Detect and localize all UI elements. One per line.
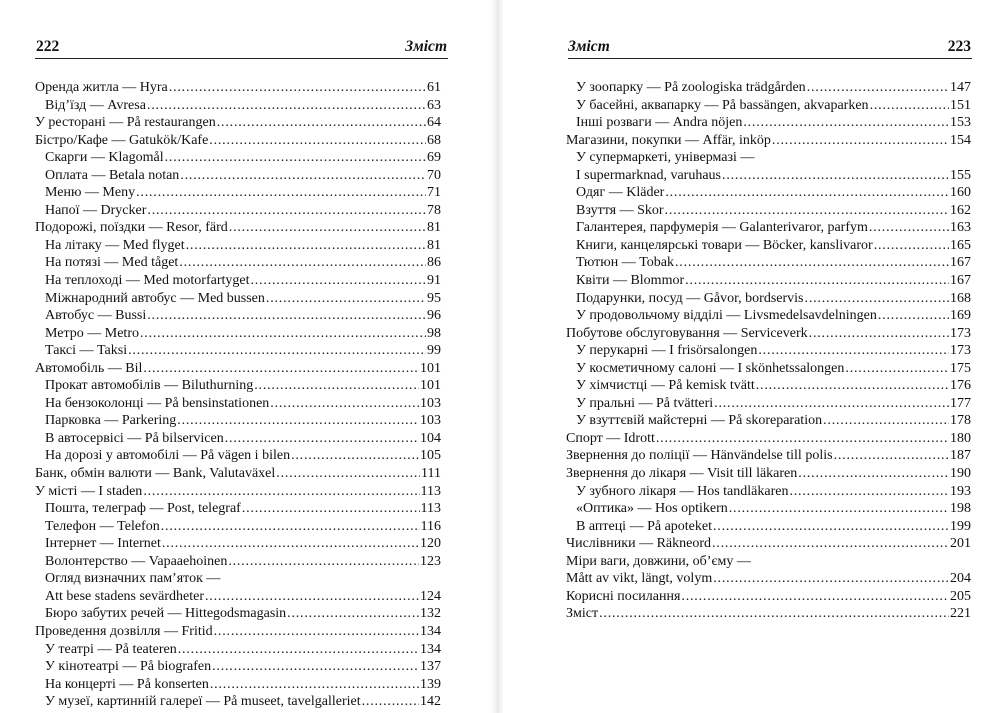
dot-leader [254,377,419,395]
toc-entry-label: Взуття — Skor [576,202,664,218]
dot-leader [180,167,426,185]
toc-entry-page: 180 [950,430,971,446]
dot-leader [143,360,419,378]
toc-entry-label: Зміст [566,606,599,622]
dot-leader [712,535,949,553]
toc-entry-page: 120 [420,536,441,552]
dot-leader [685,272,949,290]
toc-entry-page: 167 [950,255,971,271]
toc-entry-page: 142 [420,694,441,710]
page-number: 222 [36,38,60,55]
toc-entry-label: У косметичному салоні — I skönhetssalongen [576,360,845,376]
toc-entry [566,219,971,237]
toc-entry-label: Міри ваги, довжини, об’єму — [566,553,751,569]
toc-entry [566,97,971,115]
toc-entry [35,290,441,308]
toc-entry-page: 155 [950,167,971,183]
toc-entry-label: Подорожі, поїздки — Resor, färd [35,220,228,236]
toc-entry-page: 99 [427,343,441,359]
toc-entry [35,570,441,588]
toc-entry-label: Галантерея, парфумерія — Galanterivaror, parfym [576,220,868,236]
toc-entry-label: Автомобіль — Bil [35,360,143,376]
dot-leader [743,114,949,132]
dot-leader [186,237,426,255]
toc-entry-label: Пошта, телеграф — Post, telegraf [45,501,241,517]
dot-leader [161,518,420,536]
toc-entry [35,623,441,641]
dot-leader [225,430,419,448]
toc-entry [566,202,971,220]
toc-entry-page: 81 [427,237,441,253]
toc-entry [566,430,971,448]
toc-entry [35,430,441,448]
toc-list [566,79,971,623]
toc-entry-label: Банк, обмін валюти — Bank, Valutaväxel [35,466,276,482]
toc-entry [566,132,971,150]
toc-entry-label: Звернення до поліції — Hänvändelse till polis [566,448,833,464]
dot-leader [834,447,949,465]
toc-entry-page: 199 [950,518,971,534]
toc-entry [566,447,971,465]
dot-leader [209,132,426,150]
toc-entry [566,500,971,518]
toc-entry [35,342,441,360]
dot-leader [205,588,419,606]
toc-entry-page: 134 [420,623,441,639]
toc-entry-page: 86 [427,255,441,271]
dot-leader [291,447,419,465]
toc-entry-label: Одяг — Kläder [576,185,665,201]
toc-entry-page: 61 [427,80,441,95]
toc-entry [35,254,441,272]
toc-entry-page: 123 [420,553,441,569]
toc-entry-label: Проведення дозвілля — Fritid [35,623,213,639]
toc-entry [35,219,441,237]
toc-entry [566,588,971,606]
toc-entry-label: Від’їзд — Avresa [45,97,146,113]
toc-list [35,79,441,711]
toc-entry-page: 205 [950,588,971,604]
toc-entry [35,184,441,202]
dot-leader [758,342,949,360]
dot-leader [874,237,949,255]
dot-leader [162,535,419,553]
toc-entry-page: 105 [420,448,441,464]
toc-entry-page: 91 [427,273,441,289]
toc-entry-label: У взуттєвій майстерні — På skoreparation [576,413,823,429]
toc-entry-label: Автобус — Bussi [45,308,147,324]
dot-leader [714,395,949,413]
toc-entry [566,79,971,97]
dot-leader [210,676,419,694]
toc-entry [35,377,441,395]
toc-entry [35,395,441,413]
toc-entry [35,202,441,220]
toc-entry [566,237,971,255]
dot-leader [143,483,419,501]
toc-entry [35,167,441,185]
toc-entry-page: 64 [427,115,441,131]
toc-entry-label: Магазини, покупки — Affär, inköp [566,132,771,148]
dot-leader [178,641,419,659]
toc-entry-label: Подарунки, посуд — Gåvor, bordservis [576,290,804,306]
toc-entry [35,272,441,290]
dot-leader [266,290,426,308]
toc-entry-page: 78 [427,202,441,218]
toc-entry-label: У басейні, аквапарку — På bassängen, akvaparken [576,97,869,113]
toc-entry [566,605,971,623]
toc-entry-label: Метро — Metro [45,325,139,341]
toc-entry [35,500,441,518]
header-rule [35,58,448,59]
toc-entry [35,447,441,465]
toc-entry [35,325,441,343]
toc-entry-page: 147 [950,80,971,95]
toc-entry-page: 198 [950,501,971,517]
toc-entry-page: 175 [950,360,971,376]
toc-entry-label: Книги, канцелярські товари — Böcker, kanslivaror [576,237,873,253]
toc-entry-page: 163 [950,220,971,236]
toc-entry-page: 98 [427,325,441,341]
dot-leader [276,465,420,483]
toc-entry-label: Міжнародний автобус — Med bussen [45,290,265,306]
toc-entry-page: 176 [950,378,971,394]
dot-leader [870,97,949,115]
dot-leader [681,588,949,606]
toc-entry-label: У зоопарку — På zoologiska trädgården [576,80,806,95]
running-title: Зміст [568,38,610,55]
toc-entry-page: 137 [420,659,441,675]
toc-entry [35,360,441,378]
toc-entry-label: У пральні — På tvätteri [576,395,714,411]
toc-entry-label: Телефон — Telefon [45,518,160,534]
toc-entry-label: «Оптика» — Hos optikern [576,501,728,517]
toc-entry-label: Побутове обслуговування — Serviceverk [566,325,808,341]
toc-entry-page: 113 [420,483,441,499]
toc-entry-label: Меню — Meny [45,185,136,201]
dot-leader [177,412,419,430]
toc-entry-label: Тютюн — Tobak [576,255,674,271]
toc-entry-page: 101 [420,378,441,394]
toc-entry [566,535,971,553]
toc-entry-label: Корисні посилання [566,588,681,604]
toc-entry [35,307,441,325]
toc-entry-page: 116 [420,518,441,534]
toc-entry-label: Att bese stadens sevärdheter [45,588,204,604]
dot-leader [675,254,949,272]
toc-entry [35,79,441,97]
toc-entry [566,114,971,132]
toc-entry-label: На потязі — Med tåget [45,255,179,271]
toc-entry-label: Квіти — Blommor [576,273,685,289]
toc-entry [35,588,441,606]
toc-entry-page: 68 [427,132,441,148]
toc-entry-label: Бюро забутих речей — Hittegodsmagasin [45,606,287,622]
toc-entry-label: У театрі — På teateren [45,641,177,657]
toc-entry [566,325,971,343]
toc-entry-page: 101 [420,360,441,376]
toc-entry-label: На бензоколонці — På bensinstationen [45,395,270,411]
toc-entry-label: На концерті — På konserten [45,676,209,692]
toc-entry-page: 178 [950,413,971,429]
dot-leader [665,202,949,220]
dot-leader [878,307,949,325]
toc-entry-label: У зубного лікаря — Hos tandläkaren [576,483,789,499]
toc-entry-label: У музеї, картинній галереї — På museet, tavelgalleriet [45,694,361,710]
toc-entry-page: 204 [950,571,971,587]
dot-leader [823,412,949,430]
toc-entry-page: 69 [427,150,441,166]
toc-entry-label: Числівники — Räkneord [566,536,711,552]
toc-entry-page: 95 [427,290,441,306]
toc-entry-label: У ресторані — På restaurangen [35,115,216,131]
right-page [500,0,999,713]
toc-entry [35,658,441,676]
dot-leader [729,500,949,518]
toc-entry [566,254,971,272]
dot-leader [270,395,419,413]
toc-entry [35,97,441,115]
toc-entry [35,535,441,553]
toc-entry-page: 103 [420,395,441,411]
toc-entry [35,676,441,694]
dot-leader [212,658,419,676]
toc-entry-page: 111 [421,466,441,482]
toc-entry-page: 134 [420,641,441,657]
toc-entry-page: 81 [427,220,441,236]
dot-leader [136,184,426,202]
toc-entry [35,132,441,150]
toc-entry-page: 221 [950,606,971,622]
dot-leader [809,325,949,343]
toc-entry-page: 162 [950,202,971,218]
dot-leader [169,79,426,97]
toc-entry [566,465,971,483]
dot-leader [789,483,949,501]
toc-entry-label: На літаку — Med flyget [45,237,185,253]
toc-entry-label: Волонтерство — Vapaaehoinen [45,553,228,569]
toc-entry-label: Інтернет — Internet [45,536,161,552]
dot-leader [713,570,949,588]
toc-entry-page: 104 [420,430,441,446]
toc-entry [566,518,971,536]
toc-entry-page: 139 [420,676,441,692]
toc-entry-page: 63 [427,97,441,113]
toc-entry [35,149,441,167]
page-number: 223 [947,38,971,55]
toc-entry [566,395,971,413]
dot-leader [140,325,426,343]
toc-entry [566,553,971,571]
running-title: Зміст [405,38,447,55]
toc-entry-page: 151 [950,97,971,113]
dot-leader [722,167,949,185]
toc-entry-page: 201 [950,536,971,552]
toc-entry [566,412,971,430]
toc-entry-page: 160 [950,185,971,201]
toc-entry-page: 71 [427,185,441,201]
dot-leader [713,518,949,536]
toc-entry-page: 70 [427,167,441,183]
toc-entry-page: 153 [950,115,971,131]
toc-entry-label: Інші розваги — Andra nöjen [576,115,743,131]
toc-entry-page: 103 [420,413,441,429]
toc-entry-page: 132 [420,606,441,622]
toc-entry-label: I supermarknad, varuhaus [576,167,722,183]
toc-entry [566,307,971,325]
toc-entry-label: Спорт — Idrott [566,430,655,446]
toc-entry [35,605,441,623]
toc-entry [35,693,441,711]
toc-entry-page: 173 [950,325,971,341]
toc-entry [566,342,971,360]
toc-entry-page: 187 [950,448,971,464]
dot-leader [656,430,949,448]
dot-leader [807,79,949,97]
toc-entry [35,483,441,501]
toc-entry [35,518,441,536]
toc-entry-label: Звернення до лікаря — Visit till läkaren [566,466,798,482]
toc-entry-label: У продовольчому відділі — Livsmedelsavdelningen [576,308,877,324]
toc-entry-label: Mått av vikt, längt, volym [566,571,713,587]
toc-entry-label: На теплоході — Med motorfartyget [45,273,250,289]
toc-entry-page: 113 [420,501,441,517]
toc-entry-page: 124 [420,588,441,604]
toc-entry [566,570,971,588]
toc-entry-label: На дорозі у автомобілі — På vägen i bilen [45,448,291,464]
dot-leader [229,219,426,237]
toc-entry [566,483,971,501]
toc-entry-page: 96 [427,308,441,324]
dot-leader [242,500,420,518]
dot-leader [228,553,419,571]
toc-entry-label: В аптеці — På apoteket [576,518,712,534]
dot-leader [147,307,426,325]
toc-entry-page: 167 [950,273,971,289]
dot-leader [147,97,426,115]
toc-entry-label: В автосервісі — På bilservicen [45,430,224,446]
toc-entry-label: Напої — Drycker [45,202,147,218]
toc-entry-label: Огляд визначних пам’яток — [45,571,221,587]
toc-entry-label: Таксі — Taksi [45,343,128,359]
toc-entry-label: Оренда житла — Hyra [35,80,168,95]
header-rule [568,58,972,59]
toc-entry-page: 190 [950,466,971,482]
toc-entry-label: У кінотеатрі — På biografen [45,659,212,675]
toc-entry-page: 177 [950,395,971,411]
dot-leader [147,202,426,220]
toc-entry-page: 168 [950,290,971,306]
toc-entry [566,184,971,202]
dot-leader [128,342,426,360]
toc-entry [566,149,971,167]
toc-entry-label: Прокат автомобілів — Biluthurning [45,378,254,394]
toc-entry-label: У перукарні — I frisörsalongen [576,343,758,359]
toc-entry-page: 173 [950,343,971,359]
left-page [0,0,492,713]
toc-entry-label: У хімчистці — På kemisk tvätt [576,378,755,394]
toc-entry-label: Парковка — Parkering [45,413,177,429]
dot-leader [599,605,949,623]
dot-leader [179,254,426,272]
dot-leader [217,114,426,132]
dot-leader [251,272,427,290]
toc-entry-page: 169 [950,308,971,324]
toc-entry [566,272,971,290]
dot-leader [805,290,949,308]
toc-entry [35,641,441,659]
toc-entry-page: 154 [950,132,971,148]
toc-entry-label: Скарги — Klagomål [45,150,164,166]
dot-leader [287,605,419,623]
dot-leader [869,219,949,237]
toc-entry-page: 165 [950,237,971,253]
toc-entry-label: У місті — I staden [35,483,143,499]
dot-leader [845,360,949,378]
toc-entry-label: Бістро/Кафе — Gatukök/Kafe [35,132,209,148]
toc-entry-label: У супермаркеті, універмазі — [576,150,755,166]
dot-leader [756,377,949,395]
dot-leader [772,132,949,150]
dot-leader [214,623,419,641]
toc-entry-label: Оплата — Betala notan [45,167,180,183]
dot-leader [798,465,949,483]
dot-leader [165,149,426,167]
toc-entry [35,553,441,571]
dot-leader [665,184,949,202]
toc-entry [35,465,441,483]
toc-entry [35,237,441,255]
dot-leader [362,693,419,711]
toc-entry [566,377,971,395]
toc-entry-page: 193 [950,483,971,499]
toc-entry [566,360,971,378]
toc-entry [35,114,441,132]
toc-entry [566,167,971,185]
toc-entry [566,290,971,308]
toc-entry [35,412,441,430]
